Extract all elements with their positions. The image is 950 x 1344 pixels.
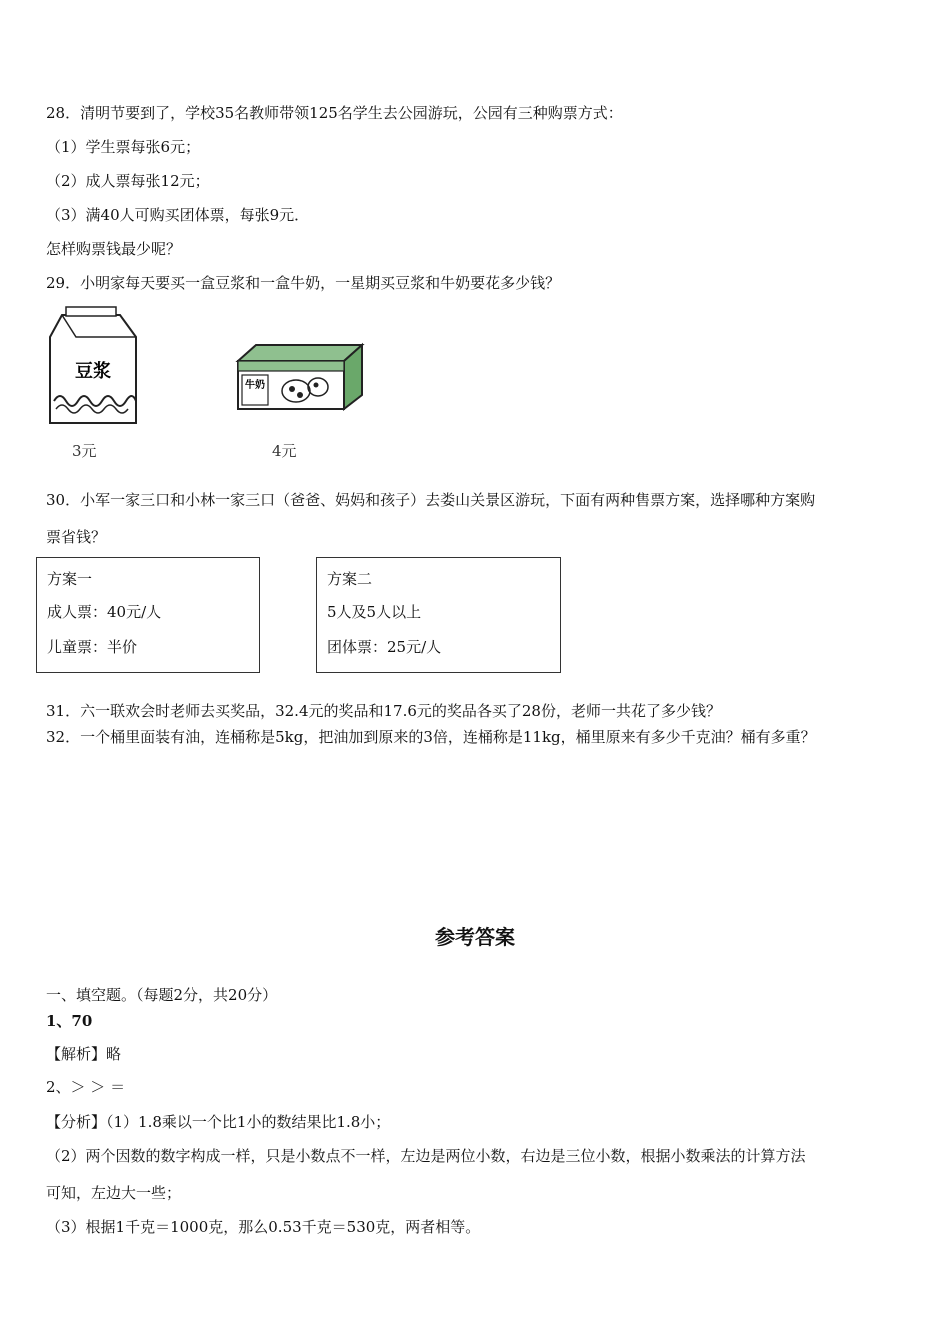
plan-one-child-ticket: 儿童票：半价 (47, 638, 138, 656)
q30-line-2: 票省钱？ (46, 528, 107, 546)
answers-section-title: 一、填空题。（每题2分，共20分） (46, 986, 278, 1004)
milk-label: 牛奶 (245, 380, 265, 391)
milk-price: 4元 (272, 442, 297, 460)
milk-box-image (234, 341, 366, 413)
q28-ask: 怎样购票钱最少呢？ (46, 240, 182, 258)
plan-two-condition: 5人及5人以上 (327, 603, 422, 621)
answer-2-note-3: （3）根据1千克＝1000克，那么0.53千克＝530克，两者相等。 (46, 1218, 481, 1236)
q32-text: 32．一个桶里面装有油，连桶称是5kg，把油加到原来的3倍，连桶称是11kg，桶里原来有多少千克油？桶有多重？ (46, 728, 816, 746)
answer-1-note: 【解析】略 (46, 1045, 122, 1063)
answer-2-note-2b: 可知，左边大一些； (46, 1184, 182, 1202)
q29-title: 29．小明家每天要买一盒豆浆和一盒牛奶，一星期买豆浆和牛奶要花多少钱？ (46, 274, 561, 292)
answer-1: 1、70 (46, 1012, 93, 1030)
soy-milk-price: 3元 (72, 442, 97, 460)
soy-milk-label: 豆浆 (75, 361, 111, 382)
answer-2: 2、＞ ＞ ＝ (46, 1078, 126, 1096)
answers-heading: 参考答案 (435, 925, 515, 949)
soy-milk-carton-image (44, 303, 142, 431)
plan-one-title: 方案一 (47, 570, 93, 588)
q28-option-1: （1）学生票每张6元； (46, 138, 201, 156)
q28-option-2: （2）成人票每张12元； (46, 172, 210, 190)
plan-one-box (36, 557, 260, 673)
q31-text: 31．六一联欢会时老师去买奖品，32.4元的奖品和17.6元的奖品各买了28份，老师一共花了多少钱？ (46, 702, 721, 720)
q28-title: 28．清明节要到了，学校35名教师带领125名学生去公园游玩，公园有三种购票方式： (46, 104, 623, 122)
answer-2-note-1: 【分析】（1）1.8乘以一个比1小的数结果比1.8小； (46, 1113, 391, 1131)
plan-two-group-ticket: 团体票：25元/人 (327, 638, 442, 656)
plan-two-box (316, 557, 561, 673)
q28-option-3: （3）满40人可购买团体票，每张9元． (46, 206, 310, 224)
plan-one-adult-ticket: 成人票：40元/人 (47, 603, 162, 621)
plan-two-title: 方案二 (327, 570, 373, 588)
answer-2-note-2a: （2）两个因数的数字构成一样，只是小数点不一样，左边是两位小数，右边是三位小数，根据小数乘法的计算方法 (46, 1147, 806, 1165)
q30-line-1: 30．小军一家三口和小林一家三口（爸爸、妈妈和孩子）去娄山关景区游玩，下面有两种售票方案，选择哪种方案购 (46, 491, 816, 509)
